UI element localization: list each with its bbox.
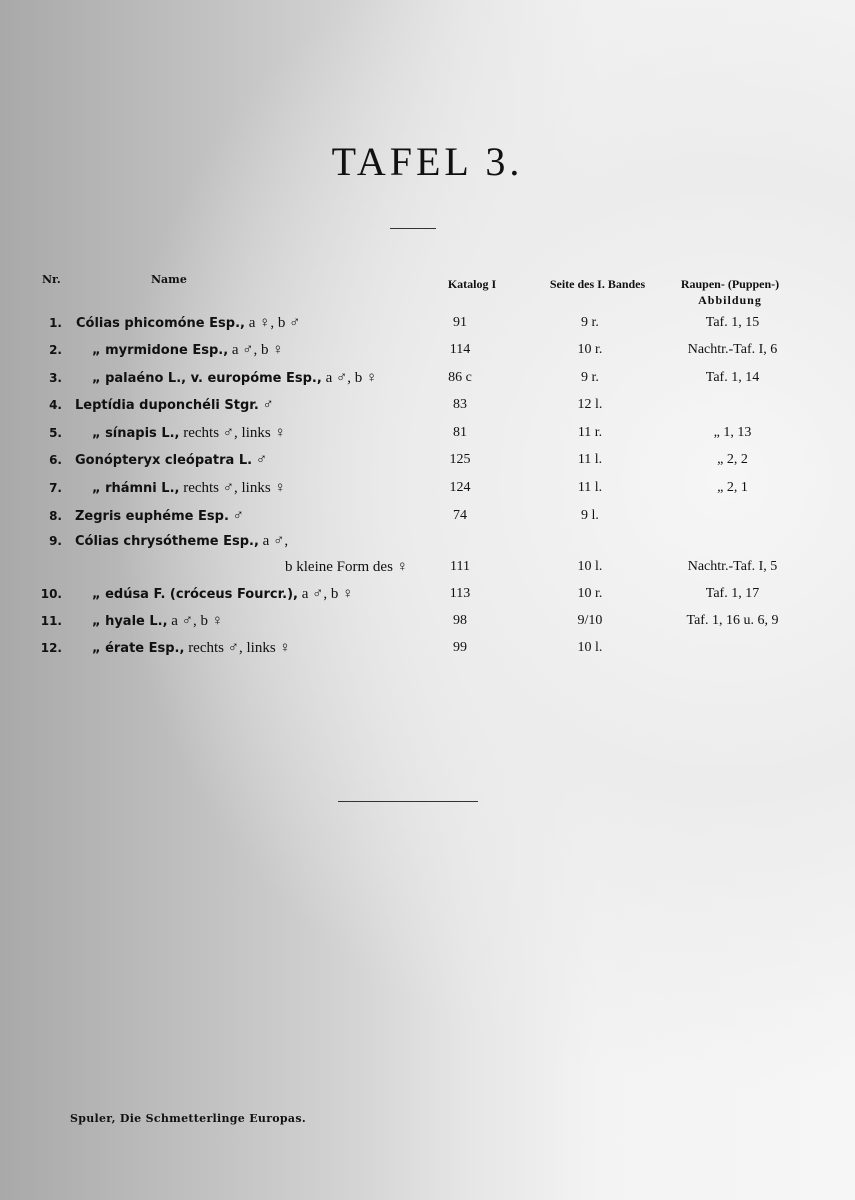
species-name-bold: „ myrmidone Esp.,	[92, 343, 229, 358]
row-katalog: 74	[453, 508, 467, 523]
row-katalog: 98	[453, 613, 467, 628]
row-seite: 10 l.	[577, 559, 603, 574]
row-seite: 11 l.	[577, 480, 603, 495]
page-title: TAFEL 3.	[331, 139, 524, 184]
row-raupen: „ 1, 13	[713, 425, 752, 440]
row-number: 1.	[49, 316, 62, 330]
species-name-bold: Zegris euphéme Esp.	[75, 509, 229, 524]
row-raupen: Nachtr.-Taf. I, 6	[687, 342, 778, 357]
table-row	[0, 396, 855, 422]
row-species-name	[75, 507, 244, 526]
species-specimen-note: rechts ♂, links ♀	[179, 425, 286, 441]
row-seite: 12 l.	[577, 397, 603, 412]
table-row	[0, 341, 855, 367]
species-specimen-note: a ♂, b ♀	[321, 370, 378, 386]
row-species-name	[75, 532, 288, 551]
row-katalog: 114	[449, 342, 471, 357]
species-specimen-note: rechts ♂, links ♀	[179, 480, 286, 496]
header-raupen-1: Raupen- (Puppen-)	[680, 277, 780, 291]
species-specimen-note: b kleine Form des ♀	[285, 559, 408, 575]
species-specimen-note: a ♂, b ♀	[167, 613, 223, 629]
species-specimen-note: a ♀, b ♂	[244, 315, 301, 331]
table-row	[0, 639, 855, 665]
row-katalog: 111	[450, 559, 470, 574]
table-row	[0, 585, 855, 611]
row-species-name	[92, 424, 286, 443]
row-species-name	[92, 341, 284, 360]
footer-citation: Spuler, Die Schmetterlinge Europas.	[70, 1112, 306, 1125]
row-species-name	[285, 558, 408, 577]
row-katalog: 81	[453, 425, 467, 440]
row-katalog: 124	[449, 480, 471, 495]
species-name-bold: „ rhámni L.,	[92, 481, 180, 496]
table-row	[0, 424, 855, 450]
row-species-name	[92, 612, 223, 631]
row-number: 3.	[49, 371, 62, 385]
row-species-name	[92, 369, 377, 388]
row-number: 6.	[49, 453, 62, 467]
species-name-bold: Cólias chrysótheme Esp.,	[75, 534, 259, 549]
row-number: 9.	[49, 534, 62, 548]
table-row	[0, 507, 855, 533]
header-nr: Nr.	[42, 273, 61, 286]
row-raupen: Nachtr.-Taf. I, 5	[687, 559, 778, 574]
row-seite: 9/10	[577, 613, 603, 628]
row-species-name	[75, 451, 267, 470]
title-rule	[390, 228, 436, 229]
row-species-name	[92, 639, 291, 658]
row-species-name	[75, 396, 274, 415]
row-number: 8.	[49, 509, 62, 523]
row-seite: 11 l.	[577, 452, 603, 467]
row-number: 11.	[40, 614, 62, 628]
row-katalog: 125	[449, 452, 471, 467]
row-raupen: Taf. 1, 15	[705, 315, 760, 330]
species-specimen-note: rechts ♂, links ♀	[184, 640, 291, 656]
row-seite: 10 r.	[577, 586, 603, 601]
row-number: 5.	[49, 426, 62, 440]
row-number: 2.	[49, 343, 62, 357]
table-row	[0, 612, 855, 638]
species-specimen-note: ♂	[228, 508, 244, 524]
species-name-bold: Leptídia duponchéli Stgr.	[75, 398, 259, 413]
row-number: 7.	[49, 481, 62, 495]
row-number: 10.	[40, 587, 62, 601]
header-katalog: Katalog I	[447, 277, 497, 291]
table-row	[0, 369, 855, 395]
table-row	[0, 479, 855, 505]
species-name-bold: „ érate Esp.,	[92, 641, 185, 656]
row-seite: 10 l.	[577, 640, 603, 655]
species-specimen-note: a ♂,	[258, 533, 289, 549]
species-specimen-note: ♂	[258, 397, 274, 413]
species-name-bold: „ palaéno L., v. europóme Esp.,	[92, 371, 322, 386]
row-katalog: 113	[449, 586, 471, 601]
species-name-bold: „ hyale L.,	[92, 614, 168, 629]
row-raupen: Taf. 1, 14	[705, 370, 760, 385]
row-katalog: 91	[453, 315, 467, 330]
row-seite: 9 l.	[581, 508, 599, 523]
species-specimen-note: ♂	[252, 452, 268, 468]
row-species-name	[76, 314, 300, 333]
row-species-name	[92, 479, 286, 498]
row-species-name	[92, 585, 353, 604]
table-row	[0, 532, 855, 558]
row-seite: 10 r.	[577, 342, 603, 357]
table-row	[0, 314, 855, 340]
row-raupen: „ 2, 2	[717, 452, 748, 467]
species-name-bold: Gonópteryx cleópatra L.	[75, 453, 253, 468]
header-seite: Seite des I. Bandes	[549, 277, 646, 291]
species-name-bold: „ edúsa F. (cróceus Fourcr.),	[92, 587, 298, 602]
row-katalog: 86 c	[448, 370, 472, 385]
table-row	[0, 558, 855, 584]
row-raupen: Taf. 1, 16 u. 6, 9	[686, 613, 779, 628]
header-raupen-2: Abbildung	[698, 293, 762, 307]
header-name: Name	[151, 273, 187, 286]
species-specimen-note: a ♂, b ♀	[297, 586, 354, 602]
row-katalog: 83	[453, 397, 467, 412]
row-katalog: 99	[453, 640, 467, 655]
species-specimen-note: a ♂, b ♀	[228, 342, 284, 358]
row-seite: 9 r.	[581, 315, 599, 330]
row-raupen: Taf. 1, 17	[705, 586, 760, 601]
row-number: 12.	[40, 641, 62, 655]
row-number: 4.	[49, 398, 62, 412]
row-raupen: „ 2, 1	[717, 480, 748, 495]
row-seite: 11 r.	[577, 425, 603, 440]
row-seite: 9 r.	[581, 370, 599, 385]
bottom-rule	[338, 801, 478, 802]
table-row	[0, 451, 855, 477]
species-name-bold: Cólias phicomóne Esp.,	[76, 316, 245, 331]
species-name-bold: „ sínapis L.,	[92, 426, 180, 441]
